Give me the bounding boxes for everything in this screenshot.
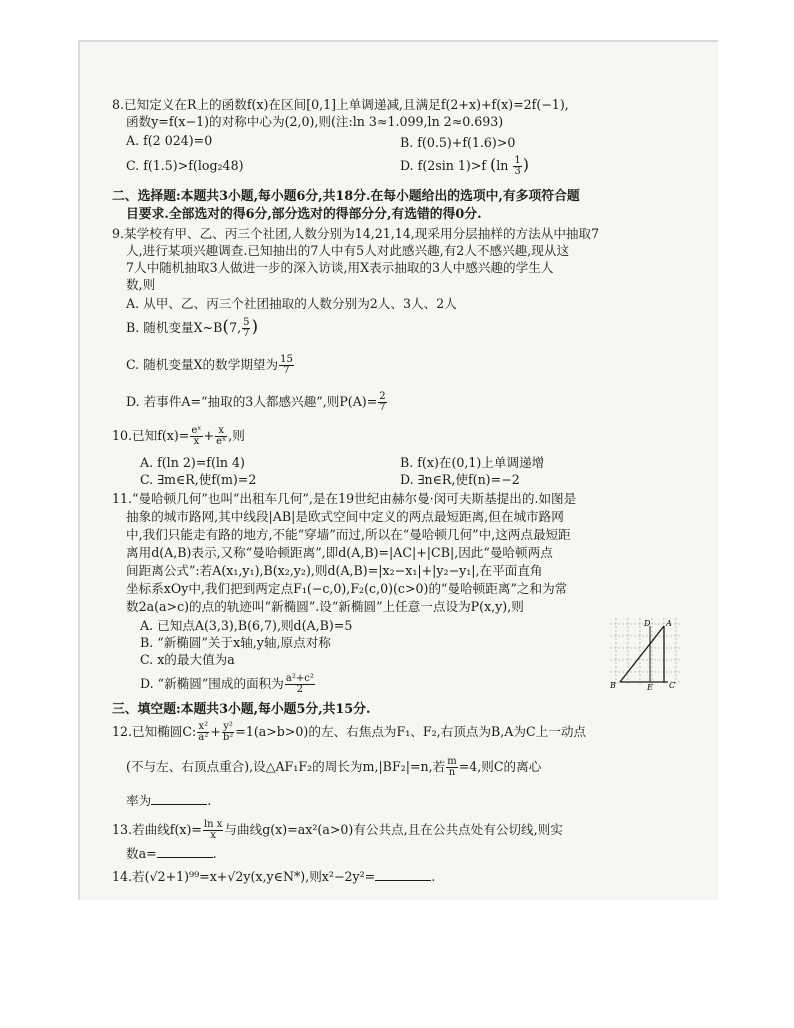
fraction: $\frac{m}{n}$ [447,756,457,778]
q12-stem-line2: (不与左、右顶点重合),设△AF₁F₂的周长为m,|BF₂|=n,若 $\frac{m}{n}$ =4,则C的离心 [126,756,542,778]
answer-blank[interactable] [157,845,213,858]
q14-stem: 14.若(√2+1)⁹⁹=x+√2y(x,y∈N*),则x²−2y²= . [112,869,436,884]
fraction: $\frac{x}{\text{eˣ}}$ [216,425,227,447]
point-d-label: D [644,619,651,628]
answer-blank[interactable] [375,868,431,881]
q8-stem-line1: 8.已知定义在R上的函数f(x)在区间[0,1]上单调递减,且满足f(2+x)+f(x)=2f(−1), [112,97,569,112]
answer-blank[interactable] [151,792,207,805]
q9-option-b: B. 随机变量X~B(7, $\frac{5}{7}$ ) [126,317,259,339]
fraction: $\frac{15}{7}$ [280,354,293,376]
q8-option-d-ln: ln [496,158,509,173]
q11-option-d: D. “新椭圆”围成的面积为 $\frac{\text{a²+c²}}{2}$ [140,673,314,695]
q8-option-c: C. f(1.5)>f(log₂48) [126,158,244,173]
manhattan-grid-figure [606,612,686,692]
fraction: $\frac{1}{3}$ [514,155,521,177]
q8-stem-line2: 函数y=f(x−1)的对称中心为(2,0),则(注:ln 3≈1.099,ln 2≈0.693) [126,114,504,129]
q9-stem-line2: 人,进行某项兴趣调查.已知抽出的7人中有5人对此感兴趣,有2人不感兴趣,现从这 [126,243,570,258]
q11-option-c: C. x的最大值为a [140,652,235,667]
q10-stem: 10.已知f(x)= $\frac{\text{eˣ}}{x}$ + $\frac{x}{\text{eˣ}}$ ,则 [112,425,245,447]
fraction: $\frac{\text{ln x}}{x}$ [203,819,223,841]
q10-option-d: D. ∃n∈R,使f(n)=−2 [400,472,520,487]
q10-option-b: B. f(x)在(0,1)上单调递增 [400,455,545,470]
section-3-header: 三、填空题:本题共3小题,每小题5分,共15分. [112,702,371,717]
q11-stem-line3: 中,我们只能走有路的地方,不能“穿墙”而过,所以在“曼哈顿几何”中,这两点最短距 [126,527,571,542]
q11-stem-line6: 坐标系xOy中,我们把到两定点F₁(−c,0),F₂(c,0)(c>0)的“曼哈顿距离”之和为常 [126,581,568,596]
q11-option-a: A. 已知点A(3,3),B(6,7),则d(A,B)=5 [140,618,353,633]
point-b-label: B [610,681,616,690]
segment-ab [620,626,664,682]
q10-option-c: C. ∃m∈R,使f(m)=2 [140,472,257,487]
section-2-header-line1: 二、选择题:本题共3小题,每小题6分,共18分.在每小题给出的选项中,有多项符合题 [112,189,580,204]
q13-stem-line1: 13.若曲线f(x)= $\frac{\text{ln x}}{x}$ 与曲线g(x)=ax²(a>0)有公共点,且在公共点处有公切线,则实 [112,819,563,841]
q11-stem-line7: 数2a(a>c)的点的轨迹叫“新椭圆”.设“新椭圆”上任意一点设为P(x,y),则 [126,599,524,614]
point-e-label: E [647,683,653,692]
q10-option-a: A. f(ln 2)=f(ln 4) [140,455,245,470]
q9-option-d: D. 若事件A=“抽取的3人都感兴趣”,则P(A)= $\frac{2}{7}$ [126,391,386,413]
q13-stem-line2: 数a= . [126,846,217,861]
fraction: $\frac{\text{a²+c²}}{2}$ [285,673,314,695]
q9-stem-line3: 7人中随机抽取3人做进一步的深入访谈,用X表示抽取的3人中感兴趣的学生人 [126,260,554,275]
q9-stem-line4: 数,则 [126,277,156,292]
q8-option-d-prefix: D. f(2sin 1)>f [400,158,486,173]
fraction: $\frac{5}{7}$ [243,317,250,339]
q11-option-b: B. “新椭圆”关于x轴,y轴,原点对称 [140,635,331,650]
section-2-header-line2: 目要求.全部选对的得6分,部分选对的得部分分,有选错的得0分. [126,207,482,222]
fraction: $\frac{\text{y²}}{\text{b²}}$ [222,721,234,743]
fraction: $\frac{2}{7}$ [379,391,386,413]
q9-stem-line1: 9.某学校有甲、乙、丙三个社团,人数分别为14,21,14,现采用分层抽样的方法从中抽取7 [112,226,600,241]
q8-option-a: A. f(2 024)=0 [126,133,213,148]
q8-option-b: B. f(0.5)+f(1.6)>0 [400,135,516,150]
paper-edge [78,40,80,900]
q9-option-c: C. 随机变量X的数学期望为 $\frac{15}{7}$ [126,354,293,376]
q11-stem-line5: 间距离公式”:若A(x₁,y₁),B(x₂,y₂),则d(A,B)=|x₂−x₁|+|y₂−y₁|,在平面直角 [126,563,543,578]
point-a-label: A [666,619,672,628]
q8-option-d: D. f(2sin 1)>f (ln $\frac{1}{3}$ ) [400,155,530,177]
fraction: $\frac{\text{eˣ}}{x}$ [191,425,202,447]
q11-stem-line4: 离用d(A,B)表示,又称“曼哈顿距离”,即d(A,B)=|AC|+|CB|,因此“曼哈顿两点 [126,545,553,560]
paper-edge [78,40,718,42]
q11-stem-line2: 抽象的城市路网,其中线段|AB|是欧式空间中定义的两点最短距离,但在城市路网 [126,509,564,524]
q12-stem-line1: 12.已知椭圆C: $\frac{\text{x²}}{\text{a²}}$ + $\frac{\text{y²}}{\text{b²}}$ =1(a>b>0)的左、右焦点为F₁、F₂,右顶点为B,A为C上一动点 [112,721,587,743]
q11-stem-line1: 11.“曼哈顿几何”也叫“出租车几何”,是在19世纪由赫尔曼·闵可夫斯基提出的.如图是 [112,491,577,506]
q12-stem-line3: 率为 . [126,793,212,808]
q9-option-a: A. 从甲、乙、丙三个社团抽取的人数分别为2人、3人、2人 [126,296,457,311]
point-c-label: C [669,681,676,690]
fraction: $\frac{\text{x²}}{\text{a²}}$ [198,721,209,743]
